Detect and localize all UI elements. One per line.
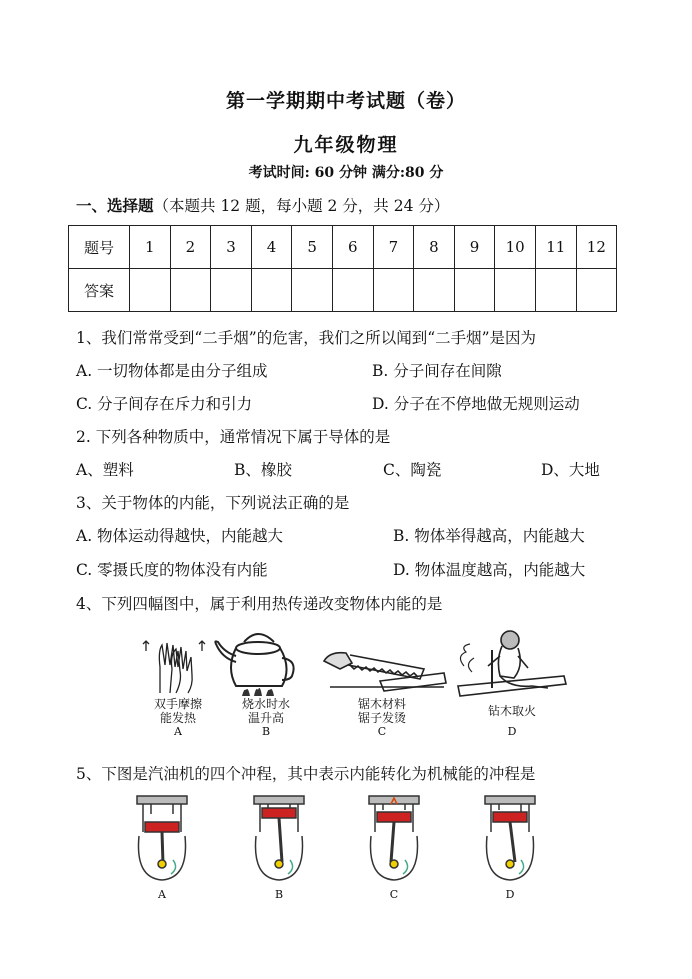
answer-cell[interactable] — [211, 269, 252, 312]
section-title: 一、选择题 — [76, 196, 154, 215]
sawing-wood-illustration — [320, 643, 448, 695]
engine-stroke-d-letter: D — [505, 888, 515, 901]
figure-4a-letter: A — [174, 725, 182, 738]
answer-cell[interactable] — [454, 269, 495, 312]
figure-4c-caption-line1: 锯木材料 — [357, 697, 406, 711]
question-2-stem: 2. 下列各种物质中，通常情况下属于导体的是 — [76, 428, 391, 446]
answer-cell[interactable] — [332, 269, 373, 312]
question-3-option-d[interactable]: D. 物体温度越高，内能越大 — [393, 561, 586, 579]
engine-stroke-b-letter: B — [274, 888, 284, 901]
question-2-option-d[interactable]: D、大地 — [541, 461, 600, 479]
exam-subtitle: 九年级物理 — [293, 134, 399, 156]
question-number-cell: 9 — [454, 226, 495, 269]
question-1-option-c[interactable]: C. 分子间存在斥力和引力 — [76, 395, 253, 413]
engine-stroke-d-diagram — [477, 792, 543, 886]
exam-info: 考试时间: 60 分钟 满分:80 分 — [248, 165, 444, 181]
figure-4c-letter: C — [377, 725, 387, 738]
question-3-option-c[interactable]: C. 零摄氏度的物体没有内能 — [76, 561, 268, 579]
engine-stroke-c-diagram — [361, 792, 427, 886]
engine-stroke-a-diagram — [129, 792, 195, 886]
question-number-cell: 7 — [373, 226, 414, 269]
question-number-cell: 11 — [535, 226, 576, 269]
question-2-option-b[interactable]: B、橡胶 — [234, 461, 292, 479]
question-2-option-a[interactable]: A、塑料 — [76, 461, 134, 479]
answer-cell[interactable] — [414, 269, 455, 312]
figure-4b-letter: B — [261, 725, 271, 738]
answer-cell[interactable] — [170, 269, 211, 312]
question-number-cell: 8 — [414, 226, 455, 269]
answer-cell[interactable] — [535, 269, 576, 312]
figure-4b-caption-line1: 烧水时水 — [241, 697, 290, 711]
question-1-option-d[interactable]: D. 分子在不停地做无规则运动 — [372, 395, 580, 413]
question-5-stem: 5、下图是汽油机的四个冲程，其中表示内能转化为机械能的冲程是 — [76, 765, 536, 783]
figure-4a-caption — [140, 697, 216, 725]
figure-4a-caption-line2: 能发热 — [159, 711, 196, 725]
figure-4c-caption — [342, 697, 422, 725]
answer-cell[interactable] — [292, 269, 333, 312]
question-4-stem: 4、下列四幅图中，属于利用热传递改变物体内能的是 — [76, 595, 443, 613]
figure-4d-caption — [472, 704, 552, 718]
kettle-on-fire-illustration — [212, 628, 304, 698]
figure-4b-caption — [228, 697, 304, 725]
answer-cell[interactable] — [373, 269, 414, 312]
question-3-option-b[interactable]: B. 物体举得越高，内能越大 — [393, 527, 585, 545]
figure-4d-caption-line1: 钻木取火 — [487, 704, 536, 718]
answer-table — [68, 225, 617, 312]
question-number-cell: 6 — [332, 226, 373, 269]
engine-stroke-a-letter: A — [158, 888, 166, 901]
answer-cell[interactable] — [130, 269, 171, 312]
figure-4a-caption-line1: 双手摩擦 — [153, 697, 202, 711]
answer-table-number-row — [69, 226, 617, 269]
answer-cell[interactable] — [495, 269, 536, 312]
drilling-wood-fire-illustration — [452, 626, 570, 702]
row-label-answer: 答案 — [69, 269, 130, 312]
engine-stroke-c-letter: C — [389, 888, 399, 901]
figure-4b-caption-line2: 温升高 — [247, 711, 284, 725]
question-number-cell: 3 — [211, 226, 252, 269]
question-number-cell: 12 — [576, 226, 617, 269]
question-number-cell: 1 — [130, 226, 171, 269]
question-number-cell: 4 — [251, 226, 292, 269]
question-1-option-a[interactable]: A. 一切物体都是由分子组成 — [76, 362, 268, 380]
question-3-stem: 3、关于物体的内能，下列说法正确的是 — [76, 494, 350, 512]
answer-cell[interactable] — [576, 269, 617, 312]
answer-table-answer-row — [69, 269, 617, 312]
question-number-cell: 2 — [170, 226, 211, 269]
question-1-stem: 1、我们常常受到“二手烟”的危害，我们之所以闻到“二手烟”是因为 — [76, 329, 537, 347]
exam-title: 第一学期期中考试题（卷） — [225, 90, 466, 112]
figure-4c-caption-line2: 锯子发烫 — [357, 711, 406, 725]
section-heading — [76, 194, 449, 216]
question-1-option-b[interactable]: B. 分子间存在间隙 — [372, 362, 502, 380]
answer-cell[interactable] — [251, 269, 292, 312]
rubbing-hands-illustration — [140, 637, 210, 695]
row-label-number: 题号 — [69, 226, 130, 269]
engine-stroke-b-diagram — [246, 792, 312, 886]
section-note: （本题共 12 题，每小题 2 分，共 24 分） — [153, 197, 450, 215]
question-number-cell: 5 — [292, 226, 333, 269]
question-2-option-c[interactable]: C、陶瓷 — [383, 461, 442, 479]
question-3-option-a[interactable]: A. 物体运动得越快，内能越大 — [76, 527, 284, 545]
figure-4d-letter: D — [507, 725, 517, 738]
question-number-cell: 10 — [495, 226, 536, 269]
